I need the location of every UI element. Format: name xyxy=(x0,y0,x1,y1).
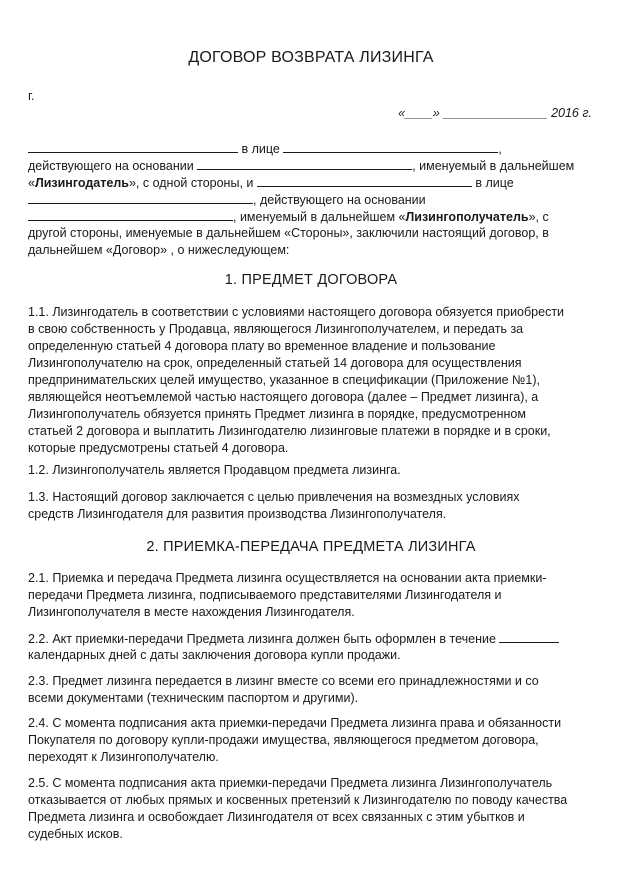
blank-line xyxy=(28,208,233,221)
clause-1-2: 1.2. Лизингополучатель является Продавцом предмета лизинга. xyxy=(28,463,401,477)
date-field: «____» _______________ 2016 г. xyxy=(398,106,592,120)
blank-line xyxy=(28,140,238,153)
clause-1-1: 1.1. Лизингодатель в соответствии с условиями настоящего договора обязуется приобрести в свою собственность у Продавца, являющегося Лизингополучателем, и передать за определенную статьей 4 договора плату во временное владение и пользование Лизингополучателю на срок, определенный статьей 14 договора для осуществления предпринимательских целей имущество, указанное в спецификации (Приложение №1), являющейся неотъемлемой частью настоящего договора (далее – Предмет лизинга), а Лизингополучатель обязуется принять Предмет лизинга в порядке, предусмотренном статьей 2 договора и выплатить Лизингодателю лизинговые платежи в порядке и в сроки, которые предусмотрены статьей 4 договора. xyxy=(28,305,565,455)
clause-2-5: 2.5. С момента подписания акта приемки-передачи Предмета лизинга Лизингополучатель отказывается от любых прямых и косвенных претензий к Лизингодателю по поводу качества Предмета лизинга и освобождает Лизингодателя от всех связанных с этим убытков и судебных исков. xyxy=(28,776,568,841)
preamble-line: другой стороны, именуемые в дальнейшем «Стороны», заключили настоящий договор, в xyxy=(28,226,549,240)
section-1-title: 1. ПРЕДМЕТ ДОГОВОРА xyxy=(224,272,398,288)
clause-1-3: 1.3. Настоящий договор заключается с целью привлечения на возмездных условиях средств Лизингодателя для развития производства Лизингополучателя. xyxy=(28,490,520,521)
preamble-line: «Лизингодатель», с одной стороны, и в лице xyxy=(28,176,514,190)
blank-line xyxy=(283,140,498,153)
city-field: г. xyxy=(28,89,35,103)
preamble-line: дальнейшем «Договор» , о нижеследующем: xyxy=(28,243,290,257)
blank-line xyxy=(197,157,412,170)
lessor-term: Лизингодатель xyxy=(34,176,129,190)
document-title: ДОГОВОР ВОЗВРАТА ЛИЗИНГА xyxy=(188,49,434,66)
clause-2-2: 2.2. Акт приемки-передачи Предмета лизинга должен быть оформлен в течение календарных дней с даты заключения договора купли продажи. xyxy=(28,630,594,664)
preamble-line: в лице , xyxy=(28,140,594,157)
lessee-term: Лизингополучатель xyxy=(405,210,529,224)
preamble-line: действующего на основании , именуемый в дальнейшем xyxy=(28,159,575,173)
preamble xyxy=(28,140,594,259)
blank-line xyxy=(499,630,559,643)
blank-line xyxy=(257,174,472,187)
clause-2-1: 2.1. Приемка и передача Предмета лизинга осуществляется на основании акта приемки- передачи Предмета лизинга, подписываемого представителями Лизингодателя и Лизингополучателя в месте нахождения Лизингодателя. xyxy=(28,571,547,619)
clause-2-4: 2.4. С момента подписания акта приемки-передачи Предмета лизинга права и обязанности Покупателя по договору купли-продажи имущества, являющегося предметом договора, переходят к Лизингополучателю. xyxy=(28,716,562,764)
clause-2-3: 2.3. Предмет лизинга передается в лизинг вместе со всеми его принадлежностями и со всеми документами (техническим паспортом и другими). xyxy=(28,674,539,705)
section-2-title: 2. ПРИЕМКА-ПЕРЕДАЧА ПРЕДМЕТА ЛИЗИНГА xyxy=(146,539,476,555)
preamble-line: , именуемый в дальнейшем «Лизингополучатель», с xyxy=(28,208,594,225)
preamble-line: , действующего на основании xyxy=(28,191,594,208)
blank-line xyxy=(28,191,253,204)
